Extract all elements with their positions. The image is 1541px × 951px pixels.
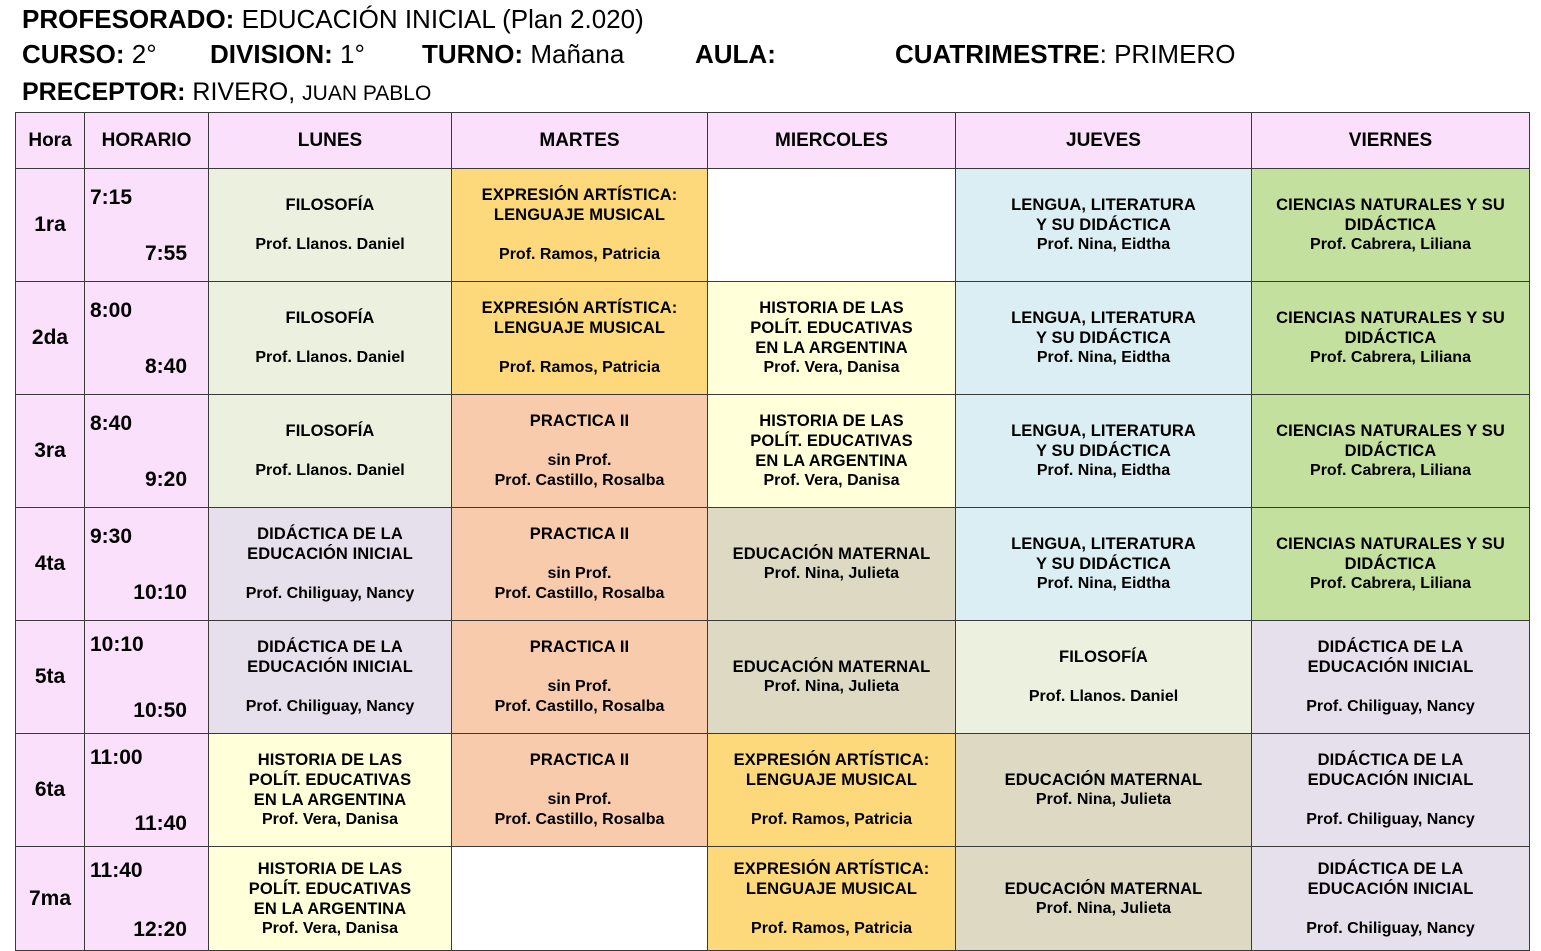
start-time: 7:15 [90,186,133,209]
col-header-horario: HORARIO [85,113,209,169]
professor-name: Prof. Vera, Danisa [763,359,900,376]
subject-name-line2: LENGUAJE MUSICAL [493,206,666,224]
subject-name: DIDÁCTICA DE LA [257,525,403,543]
professor-name: Prof. Chiliguay, Nancy [245,698,415,715]
empty-cell [708,169,956,282]
subject-name-line2: POLÍT. EDUCATIVAS [750,319,913,337]
cuatrimestre-value: : PRIMERO [1099,39,1236,69]
profesorado-label: PROFESORADO: [22,4,235,34]
class-cell-maternal [708,508,956,621]
subject-name-line2: DIDÁCTICA [1344,329,1437,347]
preceptor-label: PRECEPTOR: [22,78,186,106]
end-time: 8:40 [144,355,187,378]
class-cell-filosofia [209,282,452,395]
subject-name: EXPRESIÓN ARTÍSTICA: [733,751,930,769]
class-cell-filosofia [209,169,452,282]
division-value: 1° [340,39,365,69]
subject-name: EXPRESIÓN ARTÍSTICA: [481,186,678,204]
class-cell-didactica [209,508,452,621]
class-cell-practica [452,395,708,508]
division-label: DIVISION: [210,39,333,69]
subject-name-line3: EN LA ARGENTINA [253,899,407,918]
subject-name: DIDÁCTICA DE LA [1317,638,1464,656]
end-time: 12:20 [133,918,187,941]
horario-cell [85,395,209,508]
subject-name: HISTORIA DE LAS [257,751,403,769]
professor-name: Prof. Vera, Danisa [261,811,399,828]
aula-label: AULA: [695,39,776,69]
subject-name: LENGUA, LITERATURA [1011,422,1196,440]
hora-cell: 2da [16,282,85,395]
end-time: 10:10 [133,581,187,604]
class-cell-expresion [708,847,956,951]
col-header-jueves: JUEVES [956,113,1252,169]
table-row [16,508,1530,621]
subject-name-line2: EDUCACIÓN INICIAL [247,545,413,563]
subject-name-line2: Y SU DIDÁCTICA [1036,216,1171,234]
empty-cell [452,847,708,951]
subject-name-line2: LENGUAJE MUSICAL [745,771,918,789]
schedule-table [15,112,1530,951]
col-header-miercoles: MIERCOLES [708,113,956,169]
subject-name: FILOSOFÍA [285,422,375,440]
professor-name: Prof. Ramos, Patricia [751,811,912,828]
class-cell-lengua [956,395,1252,508]
turno-label: TURNO: [422,39,524,69]
class-cell-didactica [1252,847,1530,951]
hora-cell: 5ta [16,621,85,734]
preceptor-surname: RIVERO, [192,78,296,106]
subject-name: EDUCACIÓN MATERNAL [1004,771,1203,789]
hora-cell: 7ma [16,847,85,951]
start-time: 8:00 [90,299,133,322]
subject-name: PRACTICA II [529,525,630,543]
curso-label: CURSO: [22,39,125,69]
professor-name: Prof. Llanos. Daniel [1028,688,1179,705]
hora-cell: 1ra [16,169,85,282]
class-cell-historia [708,395,956,508]
end-time: 9:20 [144,468,187,491]
subject-name: PRACTICA II [529,638,630,656]
start-time: 10:10 [90,633,144,656]
horario-cell [85,621,209,734]
no-professor-label: sin Prof. [547,791,612,808]
start-time: 9:30 [90,525,133,548]
subject-name-line2: DIDÁCTICA [1344,442,1437,460]
horario-cell [85,169,209,282]
end-time: 11:40 [134,812,187,835]
subject-name-line2: Y SU DIDÁCTICA [1036,329,1171,347]
class-cell-ciencias [1252,508,1530,621]
professor-name: Prof. Cabrera, Liliana [1310,575,1471,592]
cuatrimestre-label: CUATRIMESTRE [895,39,1100,69]
subject-name: DIDÁCTICA DE LA [257,638,403,656]
class-cell-lengua [956,169,1252,282]
hora-cell: 4ta [16,508,85,621]
subject-name-line2: EDUCACIÓN INICIAL [1307,879,1474,898]
subject-name-line3: EN LA ARGENTINA [755,339,908,357]
preceptor-name: JUAN PABLO [302,82,432,105]
subject-name: CIENCIAS NATURALES Y SU [1276,196,1505,214]
class-cell-filosofia [956,621,1252,734]
subject-name-line2: EDUCACIÓN INICIAL [247,658,413,676]
professor-name: Prof. Cabrera, Liliana [1310,349,1471,366]
table-row [16,734,1530,847]
subject-name: PRACTICA II [529,751,630,769]
professor-name: Prof. Nina, Eidtha [1036,349,1171,366]
table-row [16,282,1530,395]
subject-name: FILOSOFÍA [285,309,375,327]
class-cell-practica [452,734,708,847]
no-professor-label: sin Prof. [547,678,612,695]
subject-name: HISTORIA DE LAS [759,412,904,430]
professor-name: Prof. Castillo, Rosalba [494,472,665,489]
class-cell-practica [452,508,708,621]
turno-value: Mañana [530,39,625,69]
professor-name: Prof. Nina, Julieta [763,678,900,695]
subject-name: CIENCIAS NATURALES Y SU [1276,422,1505,440]
class-cell-historia [708,282,956,395]
table-row [16,847,1530,951]
subject-name: EXPRESIÓN ARTÍSTICA: [481,299,678,317]
professor-name: Prof. Nina, Eidtha [1036,236,1171,253]
horario-cell [85,508,209,621]
professor-name: Prof. Llanos. Daniel [255,236,405,253]
start-time: 11:40 [90,859,143,882]
table-row [16,169,1530,282]
subject-name: EDUCACIÓN MATERNAL [732,545,931,563]
header-profesorado [22,6,644,32]
subject-name-line2: POLÍT. EDUCATIVAS [750,432,913,450]
professor-name: Prof. Castillo, Rosalba [494,585,665,602]
class-cell-maternal [708,621,956,734]
start-time: 11:00 [90,746,143,769]
subject-name: HISTORIA DE LAS [759,299,904,317]
horario-cell [85,847,209,951]
professor-name: Prof. Chiliguay, Nancy [245,585,415,602]
hora-cell: 6ta [16,734,85,847]
subject-name: LENGUA, LITERATURA [1011,535,1196,553]
professor-name: Prof. Ramos, Patricia [751,919,912,937]
professor-name: Prof. Castillo, Rosalba [494,698,665,715]
curso-value: 2° [131,39,157,69]
subject-name-line2: LENGUAJE MUSICAL [493,319,666,337]
professor-name: Prof. Vera, Danisa [763,472,900,489]
subject-name: DIDÁCTICA DE LA [1317,859,1464,878]
header-curso-line [22,41,1322,71]
class-cell-ciencias [1252,282,1530,395]
professor-name: Prof. Nina, Julieta [1035,899,1172,917]
class-cell-expresion [452,169,708,282]
class-cell-didactica [1252,734,1530,847]
subject-name: PRACTICA II [529,412,630,430]
class-cell-expresion [452,282,708,395]
horario-cell [85,734,209,847]
hora-cell: 3ra [16,395,85,508]
header-preceptor [22,80,431,105]
end-time: 7:55 [144,242,187,265]
subject-name: EDUCACIÓN MATERNAL [732,658,931,676]
class-cell-ciencias [1252,395,1530,508]
table-header-row [16,113,1530,169]
professor-name: Prof. Chiliguay, Nancy [1306,919,1475,937]
table-row [16,395,1530,508]
subject-name: LENGUA, LITERATURA [1011,196,1196,214]
subject-name-line3: EN LA ARGENTINA [755,452,908,470]
professor-name: Prof. Llanos. Daniel [255,462,405,479]
table-row [16,621,1530,734]
subject-name-line2: LENGUAJE MUSICAL [745,879,918,898]
subject-name-line2: EDUCACIÓN INICIAL [1307,658,1474,676]
col-header-lunes: LUNES [209,113,452,169]
subject-name-line2: Y SU DIDÁCTICA [1036,442,1171,460]
professor-name: Prof. Chiliguay, Nancy [1306,698,1475,715]
professor-name: Prof. Chiliguay, Nancy [1306,811,1475,828]
professor-name: Prof. Nina, Eidtha [1036,462,1171,479]
start-time: 8:40 [90,412,133,435]
class-cell-maternal [956,734,1252,847]
no-professor-label: sin Prof. [547,452,612,469]
end-time: 10:50 [133,699,187,722]
class-cell-historia [209,734,452,847]
class-cell-filosofia [209,395,452,508]
subject-name: LENGUA, LITERATURA [1011,309,1196,327]
professor-name: Prof. Ramos, Patricia [499,246,660,263]
profesorado-value: EDUCACIÓN INICIAL (Plan 2.020) [241,4,644,34]
professor-name: Prof. Cabrera, Liliana [1310,462,1471,479]
class-cell-maternal [956,847,1252,951]
subject-name: EDUCACIÓN MATERNAL [1004,879,1203,898]
subject-name: CIENCIAS NATURALES Y SU [1276,535,1505,553]
class-cell-practica [452,621,708,734]
subject-name-line2: EDUCACIÓN INICIAL [1307,771,1474,789]
subject-name-line2: DIDÁCTICA [1344,216,1437,234]
class-cell-expresion [708,734,956,847]
professor-name: Prof. Nina, Eidtha [1036,575,1171,592]
subject-name-line2: POLÍT. EDUCATIVAS [248,879,412,898]
class-cell-didactica [1252,621,1530,734]
subject-name: HISTORIA DE LAS [257,859,403,878]
subject-name-line2: POLÍT. EDUCATIVAS [248,771,412,789]
professor-name: Prof. Cabrera, Liliana [1310,236,1471,253]
class-cell-lengua [956,508,1252,621]
professor-name: Prof. Vera, Danisa [261,919,399,937]
no-professor-label: sin Prof. [547,565,612,582]
col-header-viernes: VIERNES [1252,113,1530,169]
col-header-martes: MARTES [452,113,708,169]
subject-name: FILOSOFÍA [1059,648,1148,666]
subject-name: FILOSOFÍA [285,196,375,214]
subject-name-line2: DIDÁCTICA [1344,555,1437,573]
col-header-hora: Hora [16,113,85,169]
professor-name: Prof. Castillo, Rosalba [494,811,665,828]
professor-name: Prof. Llanos. Daniel [255,349,405,366]
subject-name: DIDÁCTICA DE LA [1317,751,1464,769]
professor-name: Prof. Nina, Julieta [1035,791,1172,808]
class-cell-lengua [956,282,1252,395]
subject-name: CIENCIAS NATURALES Y SU [1276,309,1505,327]
class-cell-didactica [209,621,452,734]
class-cell-historia [209,847,452,951]
subject-name-line3: EN LA ARGENTINA [253,791,407,809]
class-cell-ciencias [1252,169,1530,282]
subject-name: EXPRESIÓN ARTÍSTICA: [733,859,930,878]
professor-name: Prof. Ramos, Patricia [499,359,660,376]
professor-name: Prof. Nina, Julieta [763,565,900,582]
horario-cell [85,282,209,395]
subject-name-line2: Y SU DIDÁCTICA [1036,555,1171,573]
